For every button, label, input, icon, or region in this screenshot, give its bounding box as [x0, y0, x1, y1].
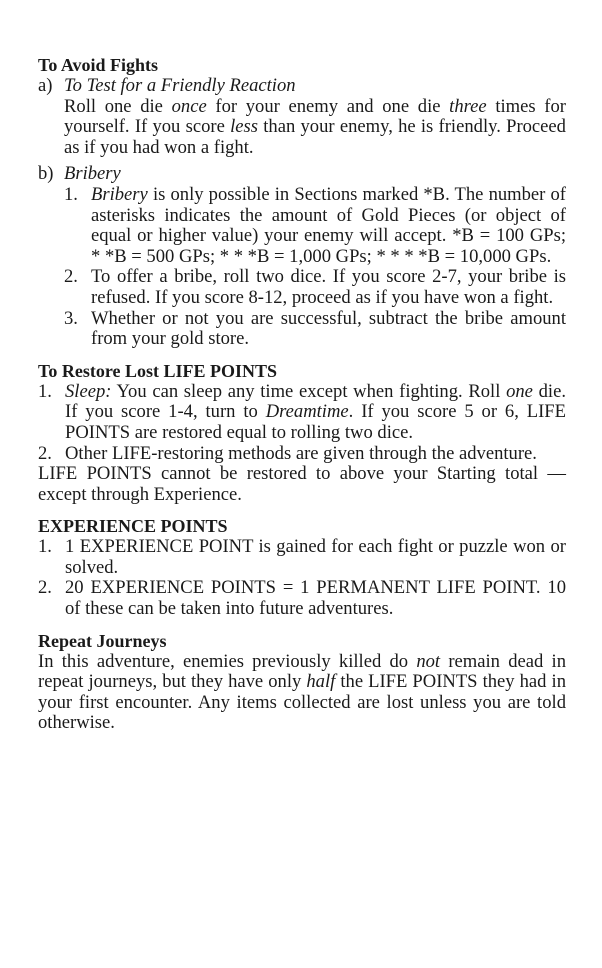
- text-run: In this adventure, enemies previously killed do: [38, 650, 417, 672]
- text-run: than your enemy, he is friendly. Proceed as if you had won a fight.: [64, 116, 566, 158]
- friendly-reaction-text: [64, 97, 566, 159]
- emphasis: half: [306, 671, 336, 693]
- list-item: [38, 578, 566, 619]
- subsection-bribery: [38, 164, 566, 185]
- list-item: [64, 267, 566, 308]
- restore-life-section: [38, 361, 566, 506]
- subsection-friendly-reaction: [38, 76, 566, 97]
- avoid-fights-section: [38, 55, 566, 350]
- section-heading-experience: EXPERIENCE POINTS: [38, 516, 228, 537]
- list-item: [38, 382, 566, 444]
- subsection-label: b): [38, 163, 54, 185]
- restore-life-note: LIFE POINTS cannot be restored to above your Starting total — except through Experience.: [38, 463, 566, 505]
- experience-list: [38, 537, 566, 619]
- list-item: [64, 309, 566, 350]
- list-text: Whether or not you are successful, subtract the bribe amount from your gold store.: [91, 307, 566, 350]
- emphasis: Sleep:: [65, 380, 112, 402]
- emphasis: three: [449, 95, 487, 117]
- text-run: times for yourself. If you score: [64, 95, 566, 138]
- restore-life-list: [38, 382, 566, 464]
- list-number: 2.: [38, 577, 52, 599]
- list-text: Other LIFE-restoring methods are given through the adventure.: [65, 442, 537, 464]
- subsection-title: To Test for a Friendly Reaction: [64, 75, 296, 96]
- text-run: the LIFE POINTS they had in your first encounter. Any items collected are lost unless you are told otherwise.: [38, 671, 566, 734]
- emphasis: less: [230, 116, 258, 138]
- repeat-journeys-section: [38, 631, 566, 734]
- list-number: 2.: [38, 442, 52, 464]
- list-number: 3.: [64, 307, 78, 329]
- list-item: [38, 444, 566, 465]
- emphasis: not: [416, 650, 441, 672]
- repeat-journeys-text: [38, 652, 566, 734]
- bribery-list: [64, 185, 566, 350]
- list-text: To offer a bribe, roll two dice. If you score 2-7, your bribe is refused. If you score 8-12, proceed as if you have won a fight.: [91, 266, 566, 308]
- text-run: die. If you score 1-4, turn to: [65, 380, 566, 423]
- emphasis: once: [171, 95, 207, 117]
- emphasis: Bribery: [91, 183, 148, 205]
- list-text: 20 EXPERIENCE POINTS = 1 PERMANENT LIFE POINT. 10 of these can be taken into future adventures.: [65, 577, 566, 620]
- list-number: 1.: [64, 183, 78, 205]
- list-item: [64, 185, 566, 267]
- list-text: [65, 382, 566, 444]
- emphasis: Dreamtime: [265, 401, 349, 423]
- text-run: is only possible in Sections marked *B. The number of asterisks indicates the amount of Gold Pieces (or object of equal or higher value) your enemy will accept. *B = 100 GPs; * *B = 500 GPs; * * *B = 1,000 GPs; * * * *B = 10,000 GPs.: [91, 183, 566, 267]
- section-heading-restore-life: To Restore Lost LIFE POINTS: [38, 360, 278, 381]
- section-heading-avoid-fights: To Avoid Fights: [38, 55, 159, 75]
- emphasis: one: [506, 380, 533, 402]
- subsection-label: a): [38, 75, 53, 96]
- list-text: 1 EXPERIENCE POINT is gained for each fight or puzzle won or solved.: [65, 536, 566, 578]
- list-number: 1.: [38, 536, 52, 558]
- list-number: 1.: [38, 380, 52, 402]
- text-run: . If you score 5 or 6, LIFE POINTS are restored equal to rolling two dice.: [65, 401, 567, 443]
- text-run: You can sleep any time except when fighting. Roll: [111, 380, 507, 402]
- list-number: 2.: [64, 266, 78, 288]
- experience-section: [38, 516, 566, 619]
- subsection-title: Bribery: [64, 163, 121, 185]
- list-item: [38, 537, 566, 578]
- text-run: for your enemy and one die: [206, 95, 450, 117]
- list-text: [91, 185, 566, 267]
- text-run: Roll one die: [64, 95, 172, 117]
- section-heading-repeat-journeys: Repeat Journeys: [38, 630, 167, 651]
- text-run: remain dead in repeat journeys, but they have only: [38, 650, 566, 693]
